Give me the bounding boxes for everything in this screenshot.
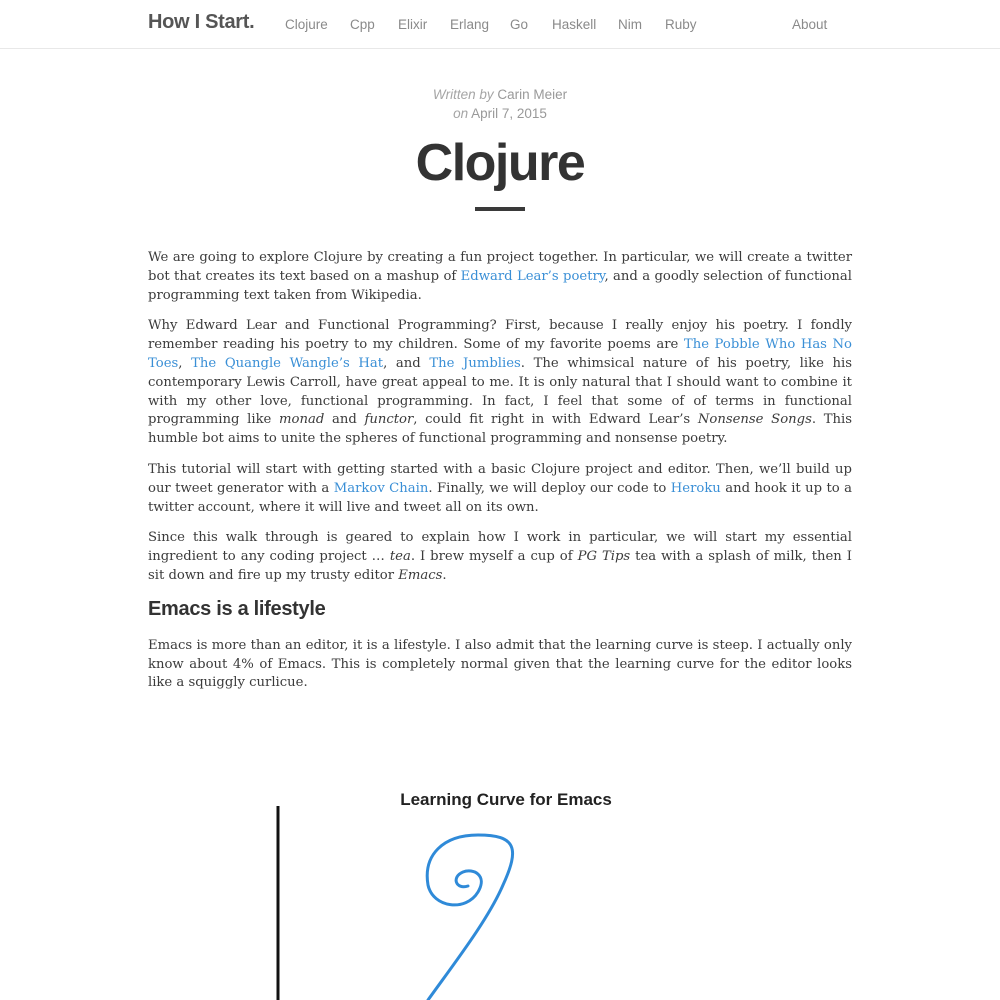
on-label: on [453,106,469,121]
text-span: . [442,567,447,583]
figure-title: Learning Curve for Emacs [400,790,612,809]
emphasis-emacs: Emacs [398,567,443,583]
text-span: This tutorial will start with getting started with a basic Clojure project and editor. Then, we’ll build up our tweet generator with a [148,461,852,496]
text-span: Since this walk through is geared to explain how I work in particular, we will start my essential ingredient to any coding project … [148,530,852,565]
text-span: Why Edward Lear and Functional Programming? First, because I really enjoy his poetry. I fondly remember reading his poetry to my children. Some of my favorite poems are [148,318,852,353]
link-jumblies-poem[interactable]: The Jumblies [429,355,521,371]
text-span: and hook it up to a twitter account, where it will live and tweet all on its own. [148,480,853,515]
text-span: . This humble bot aims to unite the spheres of functional programming and nonsense poetry. [148,412,852,447]
link-edward-lear-poetry[interactable]: Edward Lear’s poetry [460,268,605,284]
emphasis-nonsense-songs: Nonsense Songs [697,412,812,428]
article-title: Clojure [415,134,585,192]
nav-link-clojure[interactable]: Clojure [285,17,328,32]
text-span: , and a goodly selection of functional programming text taken from Wikipedia. [148,268,852,303]
link-pobble-poem[interactable]: The Pobble Who Has No Toes [148,337,852,371]
learning-curve-drawing [148,780,852,1000]
paragraph-tea [148,529,852,585]
paragraph-emacs: Emacs is more than an editor, it is a lifestyle. I also admit that the learning curve is steep. I actually only know about 4% of Emacs. This is completely normal given that the learning curve for the editor looks like a squiggly curlicue. [148,637,852,691]
section-heading-emacs: Emacs is a lifestyle [148,597,326,620]
nav-link-erlang[interactable]: Erlang [450,17,490,32]
top-nav-bar [0,0,1000,49]
text-span: . The whimsical nature of his poetry, like his contemporary Lewis Carroll, have great appeal to me. It is only natural that I should want to combine it with my other love, functional programming. In fact, I feel that some of of terms in functional programming like [148,355,852,428]
nav-link-haskell[interactable]: Haskell [552,17,597,32]
nav-link-ruby[interactable]: Ruby [665,17,697,32]
nav-link-cpp[interactable]: Cpp [350,17,375,32]
link-quangle-poem[interactable]: The Quangle Wangle’s Hat [191,355,384,371]
text-span: , could fit right in with Edward Lear’s [413,412,698,428]
emphasis-pg-tips: PG Tips [577,549,631,565]
nav-link-nim[interactable]: Nim [618,17,642,32]
text-span: We are going to explore Clojure by creating a fun project together. In particular, we will create a twitter bot that creates its text based on a mashup of [148,250,852,284]
squiggly-curlicue-curve [427,835,512,1000]
written-by-label: Written by [432,87,494,102]
emphasis-tea: tea [389,549,411,565]
paragraph-plan [148,461,852,517]
paragraph-why [148,317,852,449]
author-name: Carin Meier [497,87,568,102]
nav-link-elixir[interactable]: Elixir [398,17,428,32]
nav-link-about[interactable]: About [792,17,828,32]
article-body [148,249,852,705]
text-span: , and [383,355,430,371]
publish-date: April 7, 2015 [471,106,547,121]
nav-link-go[interactable]: Go [510,17,529,32]
paragraph-intro [148,249,852,305]
title-divider [475,207,525,211]
text-span: , [178,355,192,371]
text-span: and [324,412,365,428]
author-line [0,87,1000,102]
text-span: . Finally, we will deploy our code to [428,480,671,496]
learning-curve-figure [148,780,852,1000]
emphasis-functor: functor [364,412,414,428]
link-heroku[interactable]: Heroku [670,480,721,496]
text-span: . I brew myself a cup of [410,549,578,565]
date-line [0,106,1000,121]
emphasis-monad: monad [279,412,325,428]
link-markov-chain[interactable]: Markov Chain [333,480,429,496]
text-span: tea with a splash of milk, then I sit down and fire up my trusty editor [148,549,852,583]
brand-logo-link[interactable]: How I Start. [148,11,255,33]
